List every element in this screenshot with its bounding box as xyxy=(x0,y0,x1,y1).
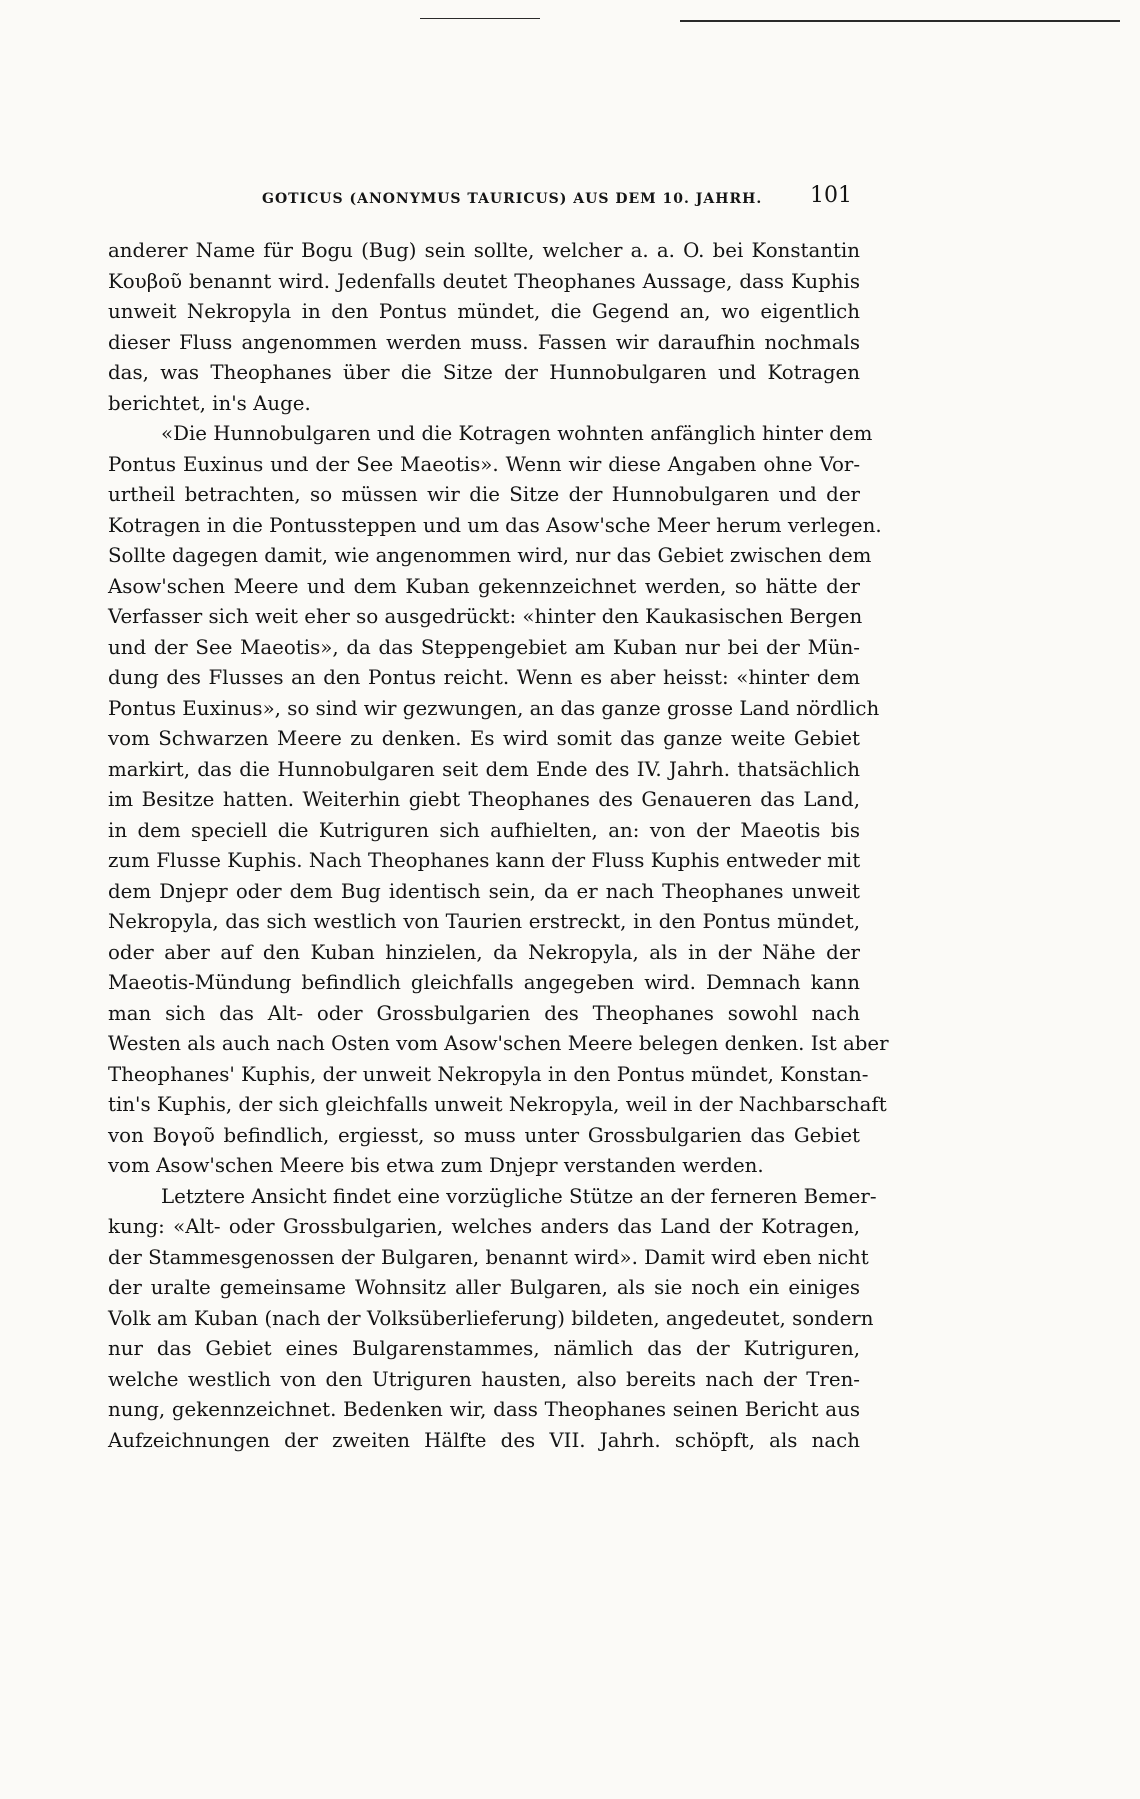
text-line: Nekropyla, das sich westlich von Taurien erstreckt, in den Pontus mündet, xyxy=(108,910,860,933)
text-line: Pontus Euxinus und der See Maeotis». Wenn wir diese Angaben ohne Vor- xyxy=(108,452,860,476)
page-header xyxy=(108,183,860,213)
text-line: Aufzeichnungen der zweiten Hälfte des VII. Jahrh. schöpft, als nach xyxy=(108,1428,860,1452)
text-line: man sich das Alt- oder Grossbulgarien des Theophanes sowohl nach xyxy=(108,1001,860,1025)
text-line: Asow'schen Meere und dem Kuban gekennzeichnet werden, so hätte der xyxy=(108,574,860,598)
body-text xyxy=(108,236,889,1456)
text-line: Letztere Ansicht findet eine vorzügliche Stütze an der ferneren Bemer- xyxy=(161,1184,877,1208)
text-line: urtheil betrachten, so müssen wir die Sitze der Hunnobulgaren und der xyxy=(108,483,860,506)
text-line: Pontus Euxinus», so sind wir gezwungen, an das ganze grosse Land nördlich xyxy=(108,696,880,720)
text-line: tin's Kuphis, der sich gleichfalls unweit Nekropyla, weil in der Nachbarschaft xyxy=(108,1093,887,1116)
text-line: Westen als auch nach Osten vom Asow'schen Meere belegen denken. Ist aber xyxy=(108,1032,889,1055)
text-line: und der See Maeotis», da das Steppengebiet am Kuban nur bei der Mün- xyxy=(108,635,860,659)
text-line: «Die Hunnobulgaren und die Kotragen wohnten anfänglich hinter dem xyxy=(161,422,873,445)
text-line: Kotragen in die Pontussteppen und um das Asow'sche Meer herum verlegen. xyxy=(108,513,882,537)
text-line: Sollte dagegen damit, wie angenommen wird, nur das Gebiet zwischen dem xyxy=(108,544,872,567)
text-line: Κουβοῦ benannt wird. Jedenfalls deutet Theophanes Aussage, dass Kuphis xyxy=(108,269,860,293)
text-line: vom Asow'schen Meere bis etwa zum Dnjepr verstanden werden. xyxy=(108,1154,764,1177)
scan-rule-top xyxy=(680,20,1120,22)
text-line: Theophanes' Kuphis, der unweit Nekropyla in den Pontus mündet, Konstan- xyxy=(108,1062,869,1086)
text-line: im Besitze hatten. Weiterhin giebt Theophanes des Genaueren das Land, xyxy=(108,788,860,811)
text-line: nung, gekennzeichnet. Bedenken wir, dass Theophanes seinen Bericht aus xyxy=(108,1398,860,1421)
text-line: welche westlich von den Utriguren hausten, also bereits nach der Tren- xyxy=(108,1367,860,1391)
text-line: Volk am Kuban (nach der Volksüberlieferung) bildeten, angedeutet, sondern xyxy=(108,1306,874,1330)
text-line: dieser Fluss angenommen werden muss. Fassen wir daraufhin nochmals xyxy=(108,330,860,354)
running-title: GOTICUS (ANONYMUS TAURICUS) AUS DEM 10. JAHRH. xyxy=(262,191,763,207)
page-number: 101 xyxy=(810,183,852,208)
text-line: der uralte gemeinsame Wohnsitz aller Bulgaren, als sie noch ein einiges xyxy=(108,1276,860,1299)
text-line: Maeotis-Mündung befindlich gleichfalls angegeben wird. Demnach kann xyxy=(108,971,860,994)
text-line: dung des Flusses an den Pontus reicht. Wenn es aber heisst: «hinter dem xyxy=(108,666,860,689)
text-line: berichtet, in's Auge. xyxy=(108,391,311,415)
text-line: Verfasser sich weit eher so ausgedrückt: «hinter den Kaukasischen Bergen xyxy=(108,605,863,628)
text-line: der Stammesgenossen der Bulgaren, benannt wird». Damit wird eben nicht xyxy=(108,1245,869,1269)
text-line: oder aber auf den Kuban hinzielen, da Nekropyla, als in der Nähe der xyxy=(108,940,860,964)
text-line: zum Flusse Kuphis. Nach Theophanes kann der Fluss Kuphis entweder mit xyxy=(108,849,861,872)
scan-rule-top xyxy=(420,18,540,19)
text-line: kung: «Alt- oder Grossbulgarien, welches anders das Land der Kotragen, xyxy=(108,1215,860,1238)
text-line: nur das Gebiet eines Bulgarenstammes, nämlich das der Kutriguren, xyxy=(108,1337,860,1360)
text-line: unweit Nekropyla in den Pontus mündet, die Gegend an, wo eigentlich xyxy=(108,300,860,323)
text-line: markirt, das die Hunnobulgaren seit dem Ende des IV. Jahrh. thatsächlich xyxy=(108,757,860,781)
text-line: dem Dnjepr oder dem Bug identisch sein, da er nach Theophanes unweit xyxy=(108,879,860,903)
text-line: das, was Theophanes über die Sitze der Hunnobulgaren und Kotragen xyxy=(108,361,860,384)
text-line: vom Schwarzen Meere zu denken. Es wird somit das ganze weite Gebiet xyxy=(108,727,860,750)
text-line: anderer Name für Bogu (Bug) sein sollte, welcher a. a. O. bei Konstantin xyxy=(108,239,860,262)
text-line: in dem speciell die Kutriguren sich aufhielten, an: von der Maeotis bis xyxy=(108,818,860,842)
text-line: von Βογοῦ befindlich, ergiesst, so muss unter Grossbulgarien das Gebiet xyxy=(108,1123,860,1147)
